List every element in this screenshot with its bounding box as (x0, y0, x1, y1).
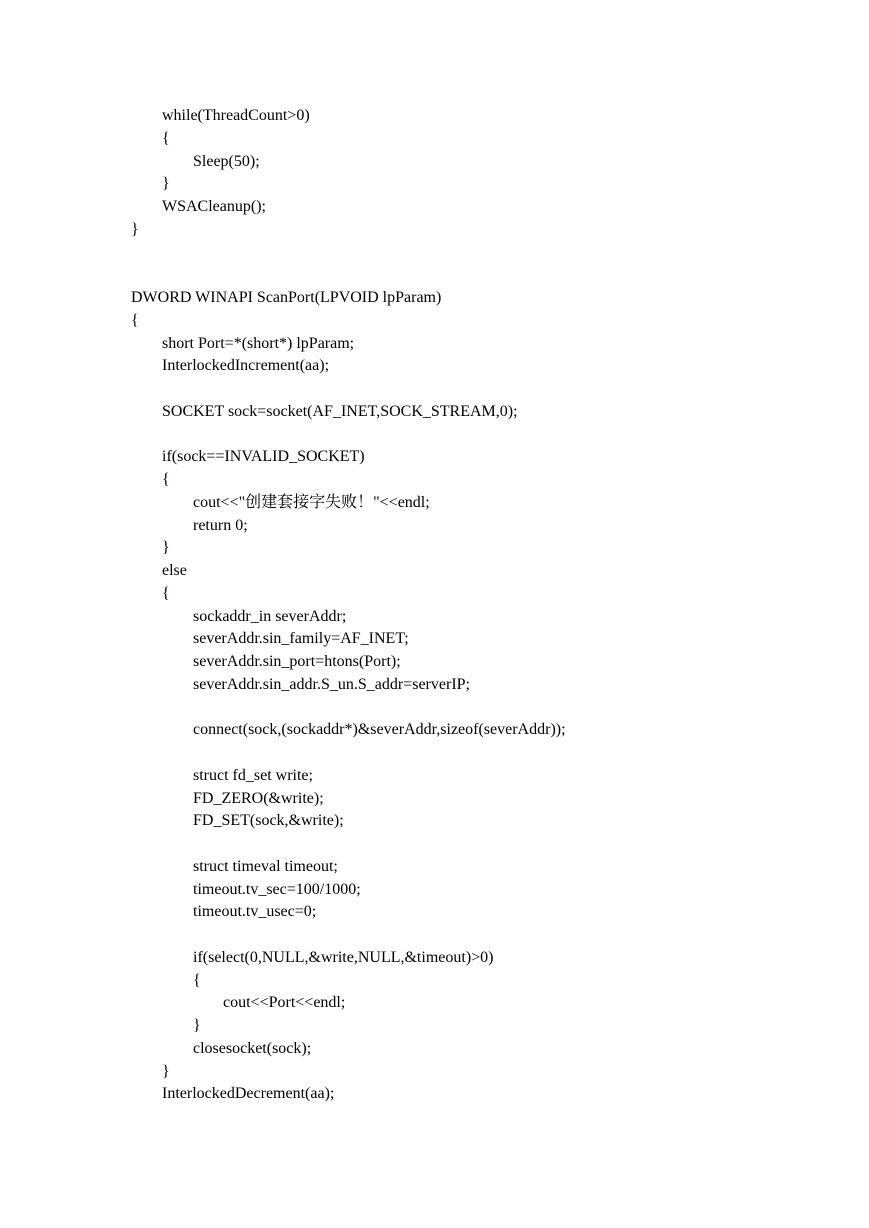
code-line: else (162, 562, 187, 579)
code-line (131, 424, 851, 447)
code-line (131, 242, 851, 265)
code-line (131, 742, 851, 765)
code-line: if(sock==INVALID_SOCKET) (162, 448, 365, 466)
code-line: while(ThreadCount>0) (162, 107, 310, 124)
code-line: } (162, 539, 170, 557)
code-line (131, 697, 851, 720)
code-line: struct timeval timeout; (193, 857, 338, 875)
code-line: DWORD WINAPI ScanPort(LPVOID lpParam) (131, 289, 442, 306)
code-line: { (131, 311, 139, 329)
code-line: short Port=*(short*) lpParam; (162, 334, 355, 352)
code-line (131, 378, 851, 401)
code-line: FD_SET(sock,&write); (193, 812, 344, 830)
code-line: severAddr.sin_addr.S_un.S_addr=serverIP; (193, 675, 470, 693)
code-line: cout<<"创建套接字失败！"<<endl; (193, 493, 430, 511)
code-line: InterlockedDecrement(aa); (162, 1085, 335, 1103)
code-line: } (131, 220, 139, 238)
code-line: struct fd_set write; (193, 766, 313, 784)
code-line: timeout.tv_usec=0; (193, 903, 317, 921)
code-line: closesocket(sock); (193, 1039, 312, 1057)
code-line: } (162, 1062, 170, 1080)
code-line: WSACleanup(); (162, 198, 266, 215)
code-line: severAddr.sin_port=htons(Port); (193, 653, 401, 670)
code-line (131, 924, 851, 947)
code-line: } (162, 175, 170, 193)
code-line: FD_ZERO(&write); (193, 789, 324, 807)
code-line (131, 833, 851, 856)
code-line: } (193, 1017, 201, 1034)
code-line: timeout.tv_sec=100/1000; (193, 880, 361, 898)
code-line: severAddr.sin_family=AF_INET; (193, 630, 409, 648)
code-line: { (193, 971, 201, 989)
code-line: { (162, 584, 170, 602)
code-line: SOCKET sock=socket(AF_INET,SOCK_STREAM,0); (162, 402, 518, 420)
code-line (131, 264, 851, 287)
code-line: if(select(0,NULL,&write,NULL,&timeout)>0) (193, 948, 494, 966)
code-listing (131, 105, 851, 1106)
code-line: { (162, 471, 170, 488)
code-line: return 0; (193, 516, 248, 534)
code-line: cout<<Port<<endl; (223, 994, 346, 1012)
code-line: connect(sock,(sockaddr*)&severAddr,sizeof(severAddr)); (193, 721, 566, 739)
code-line: { (162, 129, 170, 147)
code-line: sockaddr_in severAddr; (193, 607, 347, 625)
code-line: InterlockedIncrement(aa); (162, 357, 330, 375)
code-line: Sleep(50); (193, 152, 260, 170)
